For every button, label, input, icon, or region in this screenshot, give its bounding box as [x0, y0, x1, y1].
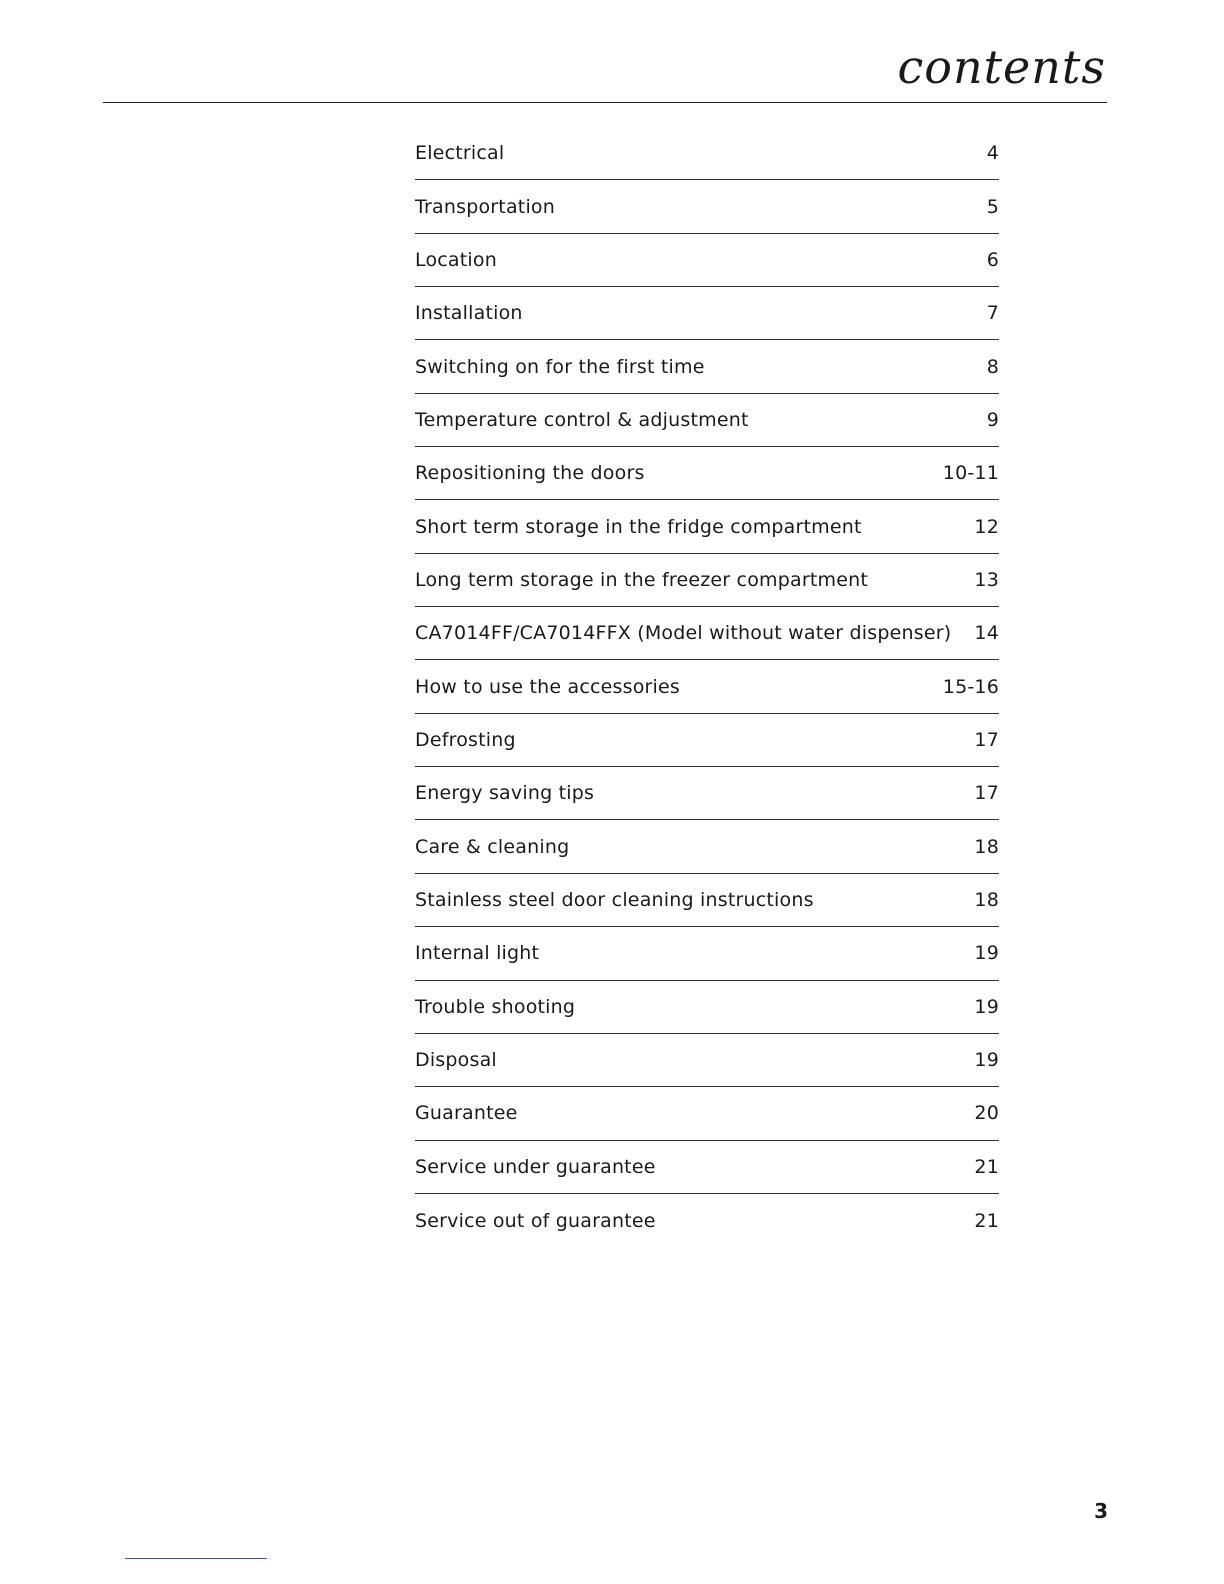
toc-entry-page: 19	[974, 995, 999, 1018]
toc-entry-page: 6	[986, 248, 999, 271]
toc-row[interactable]	[415, 767, 999, 820]
toc-row[interactable]	[415, 714, 999, 767]
toc-row[interactable]	[415, 447, 999, 500]
toc-entry-label: Trouble shooting	[415, 995, 576, 1018]
toc-entry-label: Short term storage in the fridge compartment	[415, 515, 862, 538]
toc-entry-page: 12	[974, 515, 999, 538]
toc-entry-page: 10-11	[942, 462, 999, 485]
toc-entry-page: 18	[974, 835, 999, 858]
toc-row[interactable]	[415, 1194, 999, 1247]
toc-row[interactable]	[415, 180, 999, 233]
toc-entry-label: Temperature control & adjustment	[415, 408, 749, 431]
toc-row[interactable]	[415, 927, 999, 980]
toc-entry-page: 4	[986, 142, 999, 165]
toc-row[interactable]	[415, 820, 999, 873]
toc-entry-label: Guarantee	[415, 1102, 518, 1125]
toc-row[interactable]	[415, 660, 999, 713]
toc-entry-page: 13	[974, 568, 999, 591]
toc-entry-label: Switching on for the first time	[415, 355, 705, 378]
toc-row[interactable]	[415, 1034, 999, 1087]
toc-row[interactable]	[415, 981, 999, 1034]
toc-entry-page: 19	[974, 1049, 999, 1072]
toc-entry-page: 15-16	[942, 675, 999, 698]
toc-entry-label: Service out of guarantee	[415, 1209, 656, 1232]
toc-entry-label: Defrosting	[415, 728, 516, 751]
toc-row[interactable]	[415, 607, 999, 660]
table-of-contents	[415, 127, 999, 1247]
toc-entry-page: 5	[986, 195, 999, 218]
toc-row[interactable]	[415, 1141, 999, 1194]
toc-row[interactable]	[415, 287, 999, 340]
toc-row[interactable]	[415, 127, 999, 180]
toc-entry-page: 20	[974, 1102, 999, 1125]
toc-entry-label: Service under guarantee	[415, 1155, 656, 1178]
toc-entry-label: Disposal	[415, 1049, 497, 1072]
toc-row[interactable]	[415, 340, 999, 393]
toc-row[interactable]	[415, 394, 999, 447]
toc-entry-page: 17	[974, 728, 999, 751]
toc-row[interactable]	[415, 234, 999, 287]
toc-row[interactable]	[415, 500, 999, 553]
footer-link-underline	[125, 1558, 267, 1559]
toc-row[interactable]	[415, 874, 999, 927]
toc-row[interactable]	[415, 1087, 999, 1140]
toc-entry-page: 19	[974, 942, 999, 965]
toc-entry-label: Care & cleaning	[415, 835, 570, 858]
toc-entry-page: 21	[974, 1155, 999, 1178]
toc-entry-page: 21	[974, 1209, 999, 1232]
toc-entry-label: Internal light	[415, 942, 540, 965]
toc-entry-label: Electrical	[415, 142, 505, 165]
page-title: contents	[897, 40, 1106, 94]
toc-entry-label: Long term storage in the freezer compartment	[415, 568, 868, 591]
toc-entry-label: Stainless steel door cleaning instructions	[415, 888, 814, 911]
toc-entry-page: 7	[986, 302, 999, 325]
toc-entry-page: 17	[974, 782, 999, 805]
toc-entry-page: 8	[986, 355, 999, 378]
toc-entry-label: Transportation	[415, 195, 555, 218]
toc-entry-label: Location	[415, 248, 497, 271]
toc-entry-page: 18	[974, 888, 999, 911]
title-divider	[103, 102, 1107, 103]
page-number: 3	[1094, 1499, 1108, 1523]
toc-entry-label: CA7014FF/CA7014FFX (Model without water dispenser)	[415, 622, 952, 645]
toc-row[interactable]	[415, 554, 999, 607]
toc-entry-label: Repositioning the doors	[415, 462, 645, 485]
toc-entry-label: Installation	[415, 302, 523, 325]
toc-entry-label: Energy saving tips	[415, 782, 595, 805]
toc-entry-label: How to use the accessories	[415, 675, 681, 698]
toc-entry-page: 14	[974, 622, 999, 645]
toc-entry-page: 9	[986, 408, 999, 431]
